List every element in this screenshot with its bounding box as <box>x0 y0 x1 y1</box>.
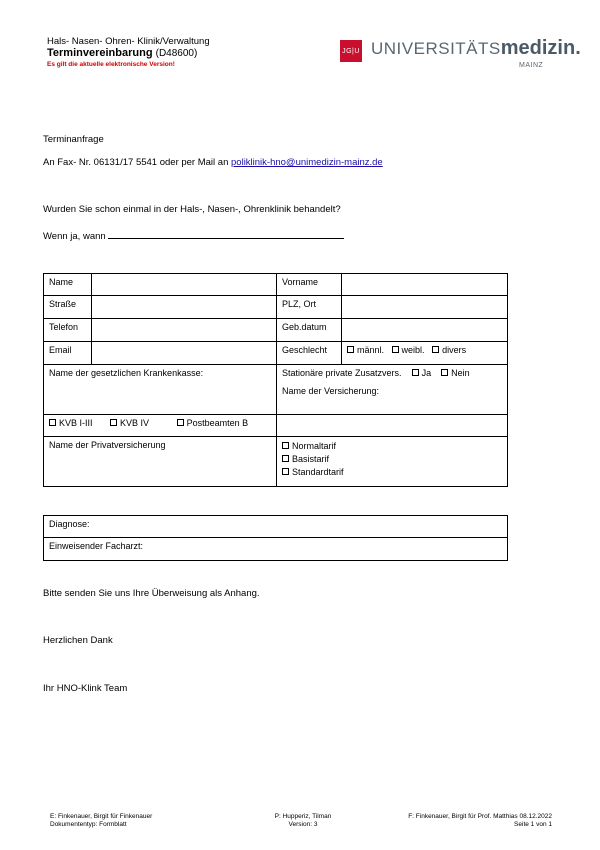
unimedizin-logo <box>371 38 581 59</box>
table-row <box>44 516 508 538</box>
kvb-options <box>44 415 277 437</box>
wenn-ja-label: Wenn ja, wann <box>43 231 106 242</box>
standardtarif-label: Standardtarif <box>292 467 344 477</box>
weibl-checkbox[interactable] <box>392 346 399 353</box>
fax-text: An Fax- Nr. 06131/17 5541 oder per Mail an <box>43 157 232 168</box>
normaltarif-label: Normaltarif <box>292 441 337 451</box>
document-title <box>47 47 197 60</box>
privat-label: Name der Privatversicherung <box>49 440 166 450</box>
kvb4-checkbox[interactable] <box>110 419 117 426</box>
postbeamten-checkbox[interactable] <box>177 419 184 426</box>
nein-checkbox[interactable] <box>441 369 448 376</box>
table-row <box>44 342 508 365</box>
stationaer-cell <box>277 365 508 415</box>
maennl-checkbox[interactable] <box>347 346 354 353</box>
privat-cell[interactable] <box>44 437 277 487</box>
footer-version: Version: 3 <box>288 821 318 828</box>
table-row <box>44 437 508 487</box>
department-line: Hals- Nasen- Ohren- Klinik/Verwaltung <box>47 36 210 47</box>
name-label: Name <box>44 274 92 296</box>
wenn-ja-field[interactable] <box>108 228 344 239</box>
versicherung-field[interactable] <box>277 415 508 437</box>
footer-author: E: Finkenauer, Birgit für Finkenauer <box>50 813 153 820</box>
treated-question: Wurden Sie schon einmal in der Hals-, Nasen-, Ohrenklinik behandelt? <box>43 204 341 215</box>
kvb1-checkbox[interactable] <box>49 419 56 426</box>
footer-doctype: Dokumententyp: Formblatt <box>50 821 127 828</box>
normaltarif-option <box>282 440 502 453</box>
normaltarif-checkbox[interactable] <box>282 442 289 449</box>
standardtarif-option <box>282 466 502 479</box>
geschlecht-label: Geschlecht <box>277 342 342 365</box>
table-row <box>44 274 508 296</box>
name-field[interactable] <box>92 274 277 296</box>
versicherung-label: Name der Versicherung: <box>282 386 380 396</box>
table-row <box>44 538 508 561</box>
logo-sub-mainz: MAINZ <box>519 62 544 69</box>
diagnosis-table <box>43 515 508 561</box>
table-row <box>44 415 508 437</box>
team-signoff: Ihr HNO-Klink Team <box>43 683 128 694</box>
gebdatum-label: Geb.datum <box>277 319 342 342</box>
title-text: Terminvereinbarung <box>47 47 153 59</box>
stationaer-label: Stationäre private Zusatzvers. <box>282 368 402 378</box>
plz-label: PLZ, Ort <box>277 296 342 319</box>
geschlecht-options <box>342 342 508 365</box>
gebdatum-field[interactable] <box>342 319 508 342</box>
facharzt-cell[interactable] <box>44 538 508 561</box>
patient-form-table <box>43 273 508 487</box>
kvb4-label: KVB IV <box>120 418 150 428</box>
basistarif-checkbox[interactable] <box>282 455 289 462</box>
footer-reviewer: P: Hupperiz, Tilman <box>274 813 332 820</box>
email-field[interactable] <box>92 342 277 365</box>
footer-left <box>50 813 152 829</box>
logo-text-bold: medizin. <box>500 37 581 59</box>
plz-field[interactable] <box>342 296 508 319</box>
divers-label: divers <box>442 345 467 355</box>
strasse-label: Straße <box>44 296 92 319</box>
table-row <box>44 365 508 415</box>
footer-middle <box>268 813 338 829</box>
gesetzl-kasse-label: Name der gesetzlichen Krankenkasse: <box>49 368 204 378</box>
fax-line <box>43 157 383 169</box>
wenn-ja-line <box>43 228 344 243</box>
table-row <box>44 319 508 342</box>
basistarif-option <box>282 453 502 466</box>
nein-label: Nein <box>451 368 470 378</box>
diagnose-label: Diagnose: <box>49 519 90 529</box>
facharzt-label: Einweisender Facharzt: <box>49 541 144 551</box>
maennl-label: männl. <box>357 345 385 355</box>
footer-right <box>408 813 552 829</box>
weibl-label: weibl. <box>401 345 425 355</box>
strasse-field[interactable] <box>92 296 277 319</box>
logo-text-light: UNIVERSITÄTS <box>371 39 501 58</box>
table-row <box>44 296 508 319</box>
standardtarif-checkbox[interactable] <box>282 468 289 475</box>
email-label: Email <box>44 342 92 365</box>
footer-page: Seite 1 von 1 <box>514 821 552 828</box>
attachment-request: Bitte senden Sie uns Ihre Überweisung als Anhang. <box>43 588 260 599</box>
telefon-field[interactable] <box>92 319 277 342</box>
gesetzl-kasse-cell[interactable] <box>44 365 277 415</box>
stationaer-row <box>282 368 502 378</box>
document-code: (D48600) <box>155 48 198 59</box>
kvb1-label: KVB I-III <box>59 418 93 428</box>
postbeamten-label: Postbeamten B <box>186 418 249 428</box>
footer-approval: F: Finkenauer, Birgit für Prof. Matthias 08.12.2022 <box>408 813 552 820</box>
divers-checkbox[interactable] <box>432 346 439 353</box>
jgu-logo-mark: JG|U <box>340 40 362 62</box>
request-heading: Terminanfrage <box>43 134 104 145</box>
basistarif-label: Basistarif <box>292 454 330 464</box>
vorname-label: Vorname <box>277 274 342 296</box>
ja-checkbox[interactable] <box>412 369 419 376</box>
thanks-text: Herzlichen Dank <box>43 635 113 646</box>
version-warning: Es gilt die aktuelle elektronische Version! <box>47 61 175 68</box>
email-link[interactable]: poliklinik-hno@unimedizin-mainz.de <box>231 157 383 168</box>
diagnose-cell[interactable] <box>44 516 508 538</box>
tarif-options <box>277 437 508 487</box>
telefon-label: Telefon <box>44 319 92 342</box>
vorname-field[interactable] <box>342 274 508 296</box>
ja-label: Ja <box>421 368 432 378</box>
